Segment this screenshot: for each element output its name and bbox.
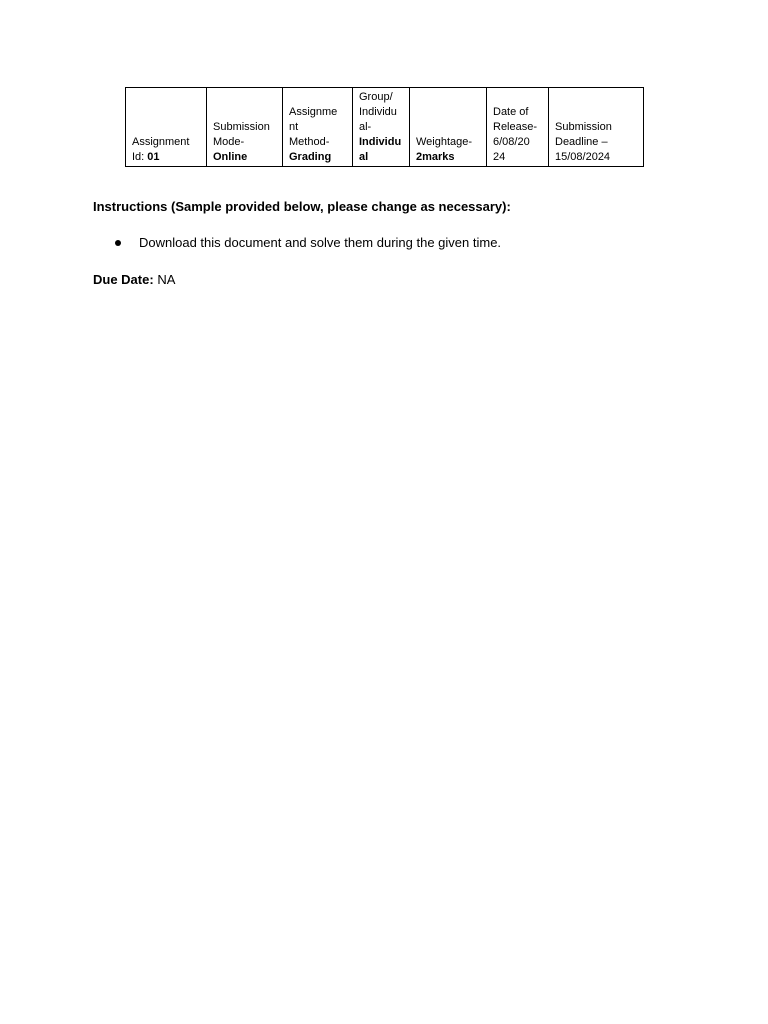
assignment-method-cell bbox=[283, 88, 353, 167]
list-item bbox=[115, 235, 501, 250]
due-date-label: Due Date: bbox=[93, 272, 154, 287]
date-of-release-value-2: 24 bbox=[493, 151, 506, 163]
submission-mode-value: Online bbox=[213, 151, 248, 163]
assignment-method-label-3: Method- bbox=[289, 136, 330, 148]
submission-mode-label-1: Submission bbox=[213, 121, 270, 133]
assignment-method-label-2: nt bbox=[289, 121, 299, 133]
weightage-cell bbox=[410, 88, 487, 167]
group-individual-label-3: al- bbox=[359, 121, 372, 133]
assignment-id-prefix: Id: bbox=[132, 151, 148, 163]
submission-mode-label-2: Mode- bbox=[213, 136, 245, 148]
instructions-heading: Instructions (Sample provided below, please change as necessary): bbox=[93, 199, 511, 214]
submission-deadline-label-1: Submission bbox=[555, 121, 612, 133]
instruction-text: Download this document and solve them during the given time. bbox=[139, 235, 502, 250]
due-date-value: NA bbox=[157, 272, 176, 287]
table-row bbox=[126, 88, 644, 167]
assignment-method-value: Grading bbox=[289, 151, 332, 163]
group-individual-label-2: Individu bbox=[359, 106, 397, 118]
due-date bbox=[93, 272, 175, 287]
group-individual-value-1: Individu bbox=[359, 136, 402, 148]
date-of-release-cell bbox=[487, 88, 549, 167]
assignment-id-label: Assignment bbox=[132, 136, 190, 148]
date-of-release-label-1: Date of bbox=[493, 106, 529, 118]
group-individual-cell bbox=[353, 88, 410, 167]
submission-deadline-value: 15/08/2024 bbox=[555, 151, 611, 163]
submission-deadline-cell bbox=[549, 88, 644, 167]
bullet-icon bbox=[115, 240, 121, 246]
date-of-release-value-1: 6/08/20 bbox=[493, 136, 530, 148]
date-of-release-label-2: Release- bbox=[493, 121, 538, 133]
group-individual-value-2: al bbox=[359, 151, 369, 163]
weightage-value: 2marks bbox=[416, 151, 455, 163]
assignment-id-cell bbox=[126, 88, 207, 167]
assignment-method-label-1: Assignme bbox=[289, 106, 338, 118]
assignment-info-table bbox=[125, 87, 644, 167]
weightage-label: Weightage- bbox=[416, 136, 473, 148]
submission-mode-cell bbox=[207, 88, 283, 167]
assignment-id-value: 01 bbox=[147, 151, 160, 163]
group-individual-label-1: Group/ bbox=[359, 91, 393, 103]
instructions-list bbox=[115, 235, 501, 250]
submission-deadline-label-2: Deadline – bbox=[555, 136, 608, 148]
